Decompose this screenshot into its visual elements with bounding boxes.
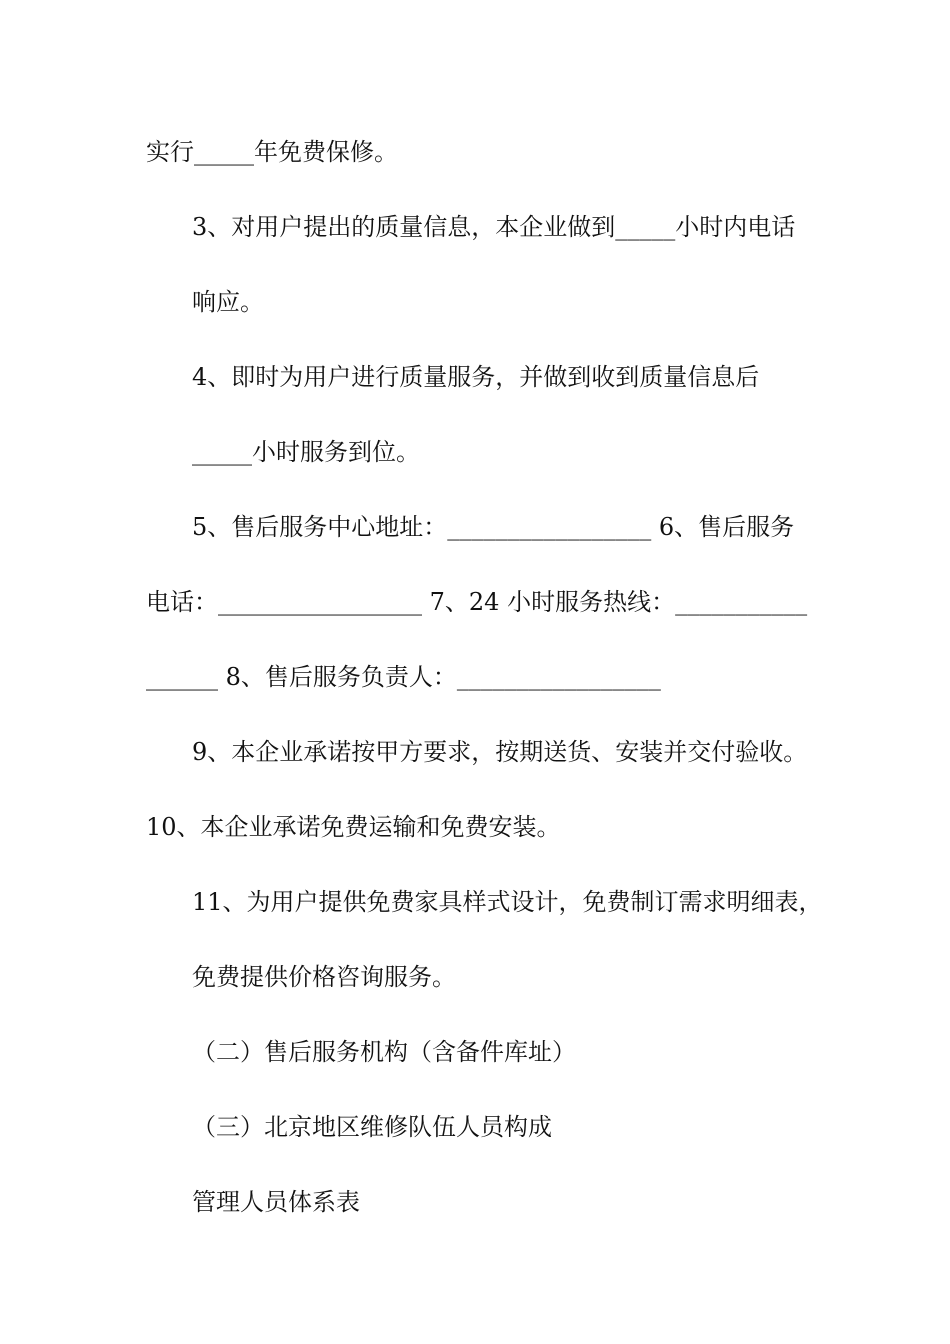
warranty-years-line: 实行_____年免费保修。 — [146, 138, 398, 166]
item-6-7-phone-hotline: 电话：_________________ 7、24 小时服务热线：___________ — [146, 588, 808, 616]
management-table-title: 管理人员体系表 — [192, 1188, 360, 1216]
item-3-continuation: 响应。 — [192, 288, 264, 316]
section-3-heading: （三）北京地区维修队伍人员构成 — [192, 1113, 552, 1141]
item-5-service-address: 5、售后服务中心地址：_________________ 6、售后服务 — [192, 513, 795, 541]
item-10-free-transport: 10、本企业承诺免费运输和免费安装。 — [146, 813, 561, 841]
item-4-continuation: _____小时服务到位。 — [192, 438, 420, 466]
section-2-heading: （二）售后服务机构（含备件库址） — [192, 1038, 576, 1066]
item-3-phone-response: 3、对用户提出的质量信息，本企业做到_____小时内电话 — [192, 213, 796, 241]
item-4-quality-service: 4、即时为用户进行质量服务，并做到收到质量信息后 — [192, 363, 760, 391]
item-8-service-manager: ______ 8、售后服务负责人：_________________ — [146, 663, 661, 691]
item-11-continuation: 免费提供价格咨询服务。 — [192, 963, 456, 991]
item-11-free-design: 11、为用户提供免费家具样式设计，免费制订需求明细表， — [192, 888, 823, 916]
item-9-delivery-commitment: 9、本企业承诺按甲方要求，按期送货、安装并交付验收。 — [192, 738, 808, 766]
